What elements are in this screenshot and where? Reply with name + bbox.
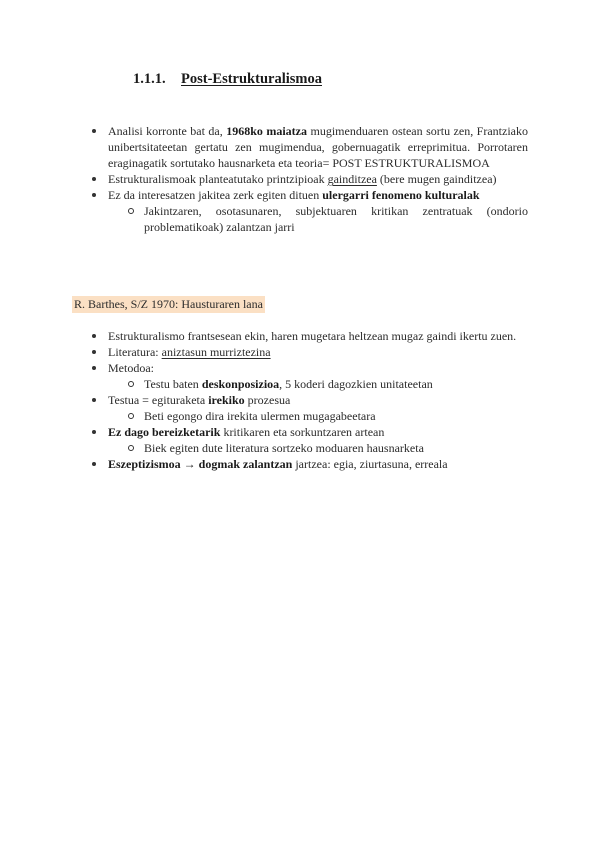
list-item-text: Metodoa: [108,361,154,375]
bullet-dot [92,334,96,338]
list-item-text: Beti egongo dira irekita ulermen mugagabeetara [144,409,376,423]
list-item-text: Estrukturalismoak planteatutako printzipioak gainditzea (bere mugen gainditzea) [108,172,497,186]
list-item [92,392,528,408]
list-item-text: Testua = egituraketa irekiko prozesua [108,393,291,407]
bullet-dot [92,398,96,402]
sub-list-item [128,203,528,235]
bullet-dot [92,366,96,370]
bullet-circle [128,413,134,419]
bullet-dot [92,177,96,181]
list-item [92,360,528,376]
list-item-text: Analisi korronte bat da, 1968ko maiatza mugimenduaren ostean sortu zen, Frantziako unibertsitateetan gertatu zen mugimendua, gobernuagatik erreprimitua. Porrotaren eraginagatik sortutako hausnarketa eta teoria= POST ESTRUKTURALISMOA [108,124,528,170]
list-item-text: Ez dago bereizketarik kritikaren eta sorkuntzaren artean [108,425,385,439]
list-item [92,344,528,360]
bullet-dot [92,430,96,434]
sub-list-item [128,440,528,456]
sub-list-item [128,376,528,392]
list-item [92,328,528,344]
list-item-text: Testu baten deskonposizioa, 5 koderi dagozkien unitateetan [144,377,433,391]
list-item [92,123,528,171]
sub-list-item [128,408,528,424]
list-item [92,187,528,203]
section-heading-post-estrukturalismoa [133,71,322,88]
list-item-text: Jakintzaren, osotasunaren, subjektuaren kritikan zentratuak (ondorio problematikoak) zalantzan jarri [144,204,528,234]
heading-number: 1.1.1. [133,71,166,87]
list-item-text: Estrukturalismo frantsesean ekin, haren mugetara heltzean mugaz gaindi ikertu zuen. [108,329,517,343]
list-item-text: Literatura: aniztasun murriztezina [108,345,271,359]
bullet-list-barthes [92,328,528,472]
list-item-text: Ez da interesatzen jakitea zerk egiten dituen ulergarri fenomeno kulturalak [108,188,480,202]
list-item [92,456,528,472]
bullet-list-intro [92,123,528,235]
bullet-circle [128,445,134,451]
bullet-dot [92,350,96,354]
bullet-dot [92,193,96,197]
highlighted-subheading: R. Barthes, S/Z 1970: Hausturaren lana [74,297,263,311]
bullet-circle [128,381,134,387]
list-item [92,424,528,440]
list-item [92,171,528,187]
heading-title: Post-Estrukturalismoa [181,71,322,87]
bullet-circle [128,208,134,214]
bullet-dot [92,462,96,466]
list-item-text: Eszeptizismoa → dogmak zalantzan jartzea: egia, ziurtasuna, erreala [108,457,448,471]
list-item-text: Biek egiten dute literatura sortzeko moduaren hausnarketa [144,441,424,455]
bullet-dot [92,129,96,133]
